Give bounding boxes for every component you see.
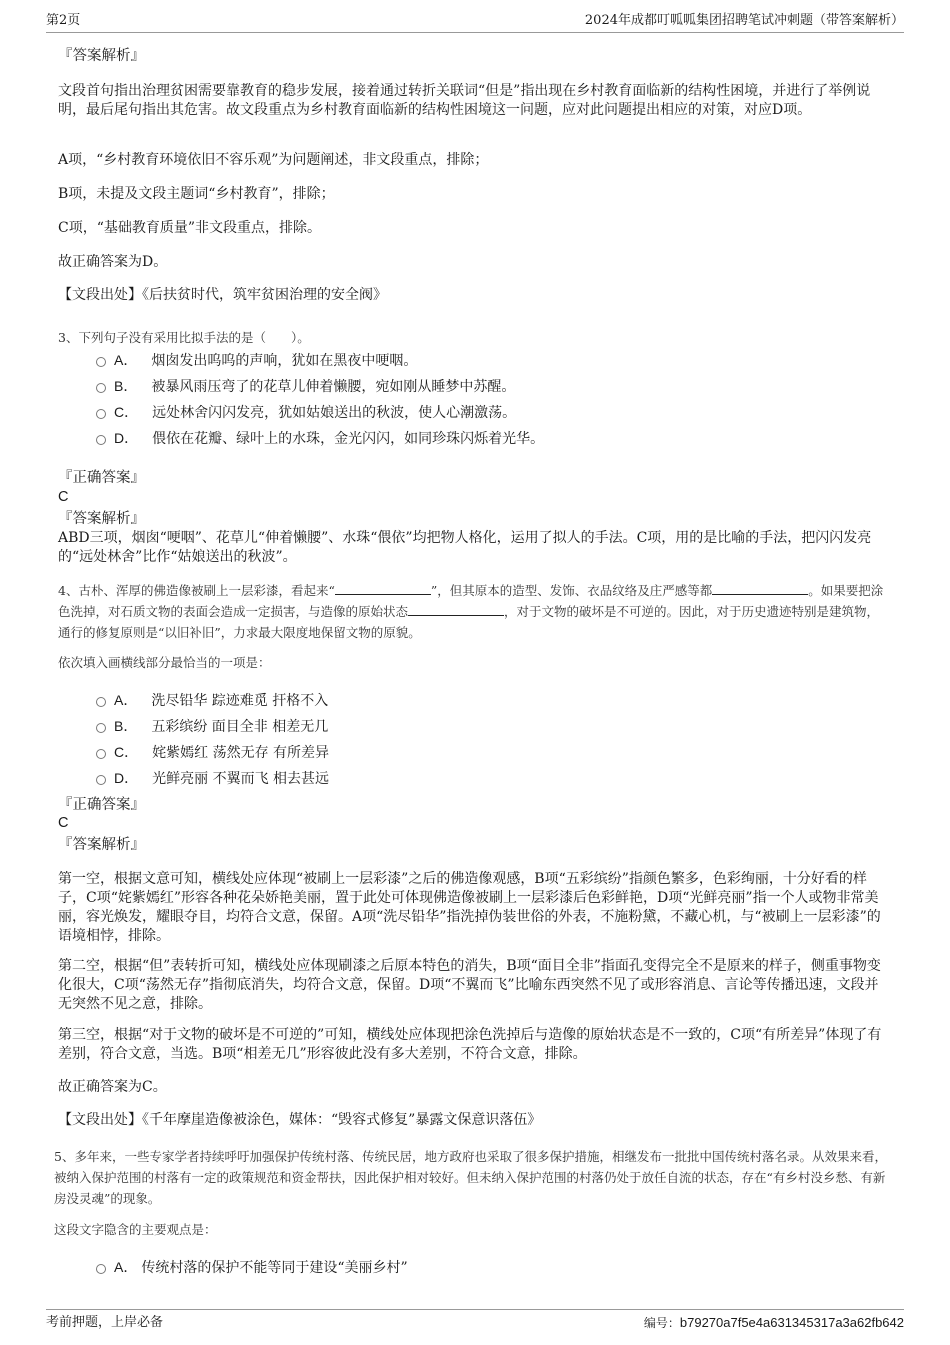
radio-icon[interactable] <box>96 383 106 393</box>
radio-icon[interactable] <box>96 775 106 785</box>
radio-icon[interactable] <box>96 723 106 733</box>
q4-conclusion: 故正确答案为C。 <box>58 1079 167 1095</box>
q5-stem: 5、多年来，一些专家学者持续呼吁加强保护传统村落、传统民居，地方政府也采取了很多保护措施，相继发布一批批中国传统村落名录。从效果来看，被纳入保护范围的村落有一定的政策规范和资金帮扶，因此保护相对较好。但未纳入保护范围的村落仍处于放任自流的状态，存在“有乡村没乡愁、有新房没灵魂”的现象。 <box>54 1149 887 1206</box>
q4-source: 【文段出处】《千年摩崖造像被涂色，媒体：“毁容式修复”暴露文保意识落伍》 <box>58 1112 542 1128</box>
q4-answer-label: 『正确答案』 <box>58 797 145 813</box>
radio-icon[interactable] <box>96 357 106 367</box>
q4-explain-p1: 第一空，根据文意可知，横线处应体现“被刷上一层彩漆”之后的佛造像观感，B项“五彩缤纷”指颜色繁多，色彩绚丽，十分好看的样子，C项“姹紫嫣红”形容各种花朵娇艳美丽，置于此处可体现佛造像被刷上一层彩漆后色彩鲜艳，D项“光鲜亮丽”指一个人或物非常美丽，容光焕发，耀眼夺目，均符合文意，保留。A项“洗尽铅华”指洗掉伪装世俗的外表，不施粉黛，不藏心机，与“被刷上一层彩漆”的语境相悖，排除。 <box>58 871 881 944</box>
q2-conclusion: 故正确答案为D。 <box>58 254 168 270</box>
q3-option-d[interactable]: D． 偎依在花瓣、绿叶上的水珠，金光闪闪，如同珍珠闪烁着光华。 <box>96 428 544 449</box>
radio-icon[interactable] <box>96 1264 106 1274</box>
page-header <box>46 12 904 33</box>
q4-option-c[interactable]: C． 姹紫嫣红 荡然无存 有所差异 <box>96 742 329 763</box>
q3-option-a[interactable]: A． 烟囱发出呜呜的声响，犹如在黑夜中哽咽。 <box>96 350 417 371</box>
q2-explain-c: C项，“基础教育质量”非文段重点，排除。 <box>58 220 322 236</box>
q4-option-d[interactable]: D． 光鲜亮丽 不翼而飞 相去甚远 <box>96 768 329 789</box>
q5-option-a[interactable]: A． 传统村落的保护不能等同于建设“美丽乡村” <box>96 1257 408 1278</box>
q3-explain: ABD三项，烟囱“哽咽”、花草儿“伸着懒腰”、水珠“偎依”均把物人格化，运用了拟人的手法。C项，用的是比喻的手法，把闪闪发亮的“远处林舍”比作“姑娘送出的秋波”。 <box>58 530 872 565</box>
q4-answer: C <box>58 815 69 831</box>
radio-icon[interactable] <box>96 409 106 419</box>
q2-explain-a: A项，“乡村教育环境依旧不容乐观”为问题阐述，非文段重点，排除； <box>58 152 489 168</box>
radio-icon[interactable] <box>96 749 106 759</box>
q3-answer-label: 『正确答案』 <box>58 470 145 486</box>
radio-icon[interactable] <box>96 435 106 445</box>
blank-2 <box>712 582 808 595</box>
page-footer <box>46 1309 904 1334</box>
blank-3 <box>408 603 504 616</box>
radio-icon[interactable] <box>96 697 106 707</box>
q3-explain-label: 『答案解析』 <box>58 511 145 527</box>
q2-explain-b: B项，未提及文段主题词“乡村教育”，排除； <box>58 186 335 202</box>
page-number: 第2页 <box>46 13 81 28</box>
q3-answer: C <box>58 489 69 505</box>
footer-code: 编号：b79270a7f5e4a631345317a3a62fb642 <box>643 1315 904 1330</box>
q5-prompt: 这段文字隐含的主要观点是： <box>54 1222 217 1237</box>
q4-explain-p2: 第二空，根据“但”表转折可知，横线处应体现刷漆之后原本特色的消失，B项“面目全非”指面孔变得完全不是原来的样子，侧重事物变化很大，C项“荡然无存”指彻底消失，均符合文意，保留。D项“不翼而飞”比喻东西突然不见了或形容消息、言论等传播迅速，文段并无突然不见之意，排除。 <box>58 958 881 1012</box>
q3-option-b[interactable]: B． 被暴风雨压弯了的花草儿伸着懒腰，宛如刚从睡梦中苏醒。 <box>96 376 515 397</box>
q4-stem: 4、古朴、浑厚的佛造像被刷上一层彩漆，看起来“ ”，但其原本的造型、发饰、衣品纹络及庄严感等都 。如果要把涂色洗掉，对石质文物的表面会造成一定损害，与造像的原始状态 ，对于文物的破坏是不可逆的。因此，对于历史遗迹特别是建筑物，通行的修复原则是“以旧补旧”，力求最大限度地保留文物的原貌。 <box>58 583 884 640</box>
q4-prompt: 依次填入画横线部分最恰当的一项是： <box>58 655 271 670</box>
document-title: 2024年成都叮呱呱集团招聘笔试冲刺题（带答案解析） <box>584 13 904 28</box>
q4-option-a[interactable]: A． 洗尽铅华 踪迹难觅 扞格不入 <box>96 690 328 711</box>
q2-source: 【文段出处】《后扶贫时代，筑牢贫困治理的安全阀》 <box>58 287 387 303</box>
q3-option-c[interactable]: C． 远处林舍闪闪发亮，犹如姑娘送出的秋波，使人心潮激荡。 <box>96 402 516 423</box>
q4-option-b[interactable]: B． 五彩缤纷 面目全非 相差无几 <box>96 716 328 737</box>
q2-explain-label: 『答案解析』 <box>58 48 145 64</box>
blank-1 <box>335 582 431 595</box>
q4-explain-label: 『答案解析』 <box>58 837 145 853</box>
footer-slogan: 考前押题，上岸必备 <box>46 1315 164 1330</box>
q2-explain-para: 文段首句指出治理贫困需要靠教育的稳步发展，接着通过转折关联词“但是”指出现在乡村教育面临新的结构性困境，并进行了举例说明，最后尾句指出其危害。故文段重点为乡村教育面临新的结构性困境这一问题，应对此问题提出相应的对策，对应D项。 <box>58 83 871 118</box>
q4-explain-p3: 第三空，根据“对于文物的破坏是不可逆的”可知，横线处应体现把涂色洗掉后与造像的原始状态是不一致的，C项“有所差异”体现了有差别，符合文意，当选。B项“相差无几”形容彼此没有多大差别，不符合文意，排除。 <box>58 1027 882 1062</box>
q3-stem: 3、下列句子没有采用比拟手法的是（ ）。 <box>58 330 310 345</box>
